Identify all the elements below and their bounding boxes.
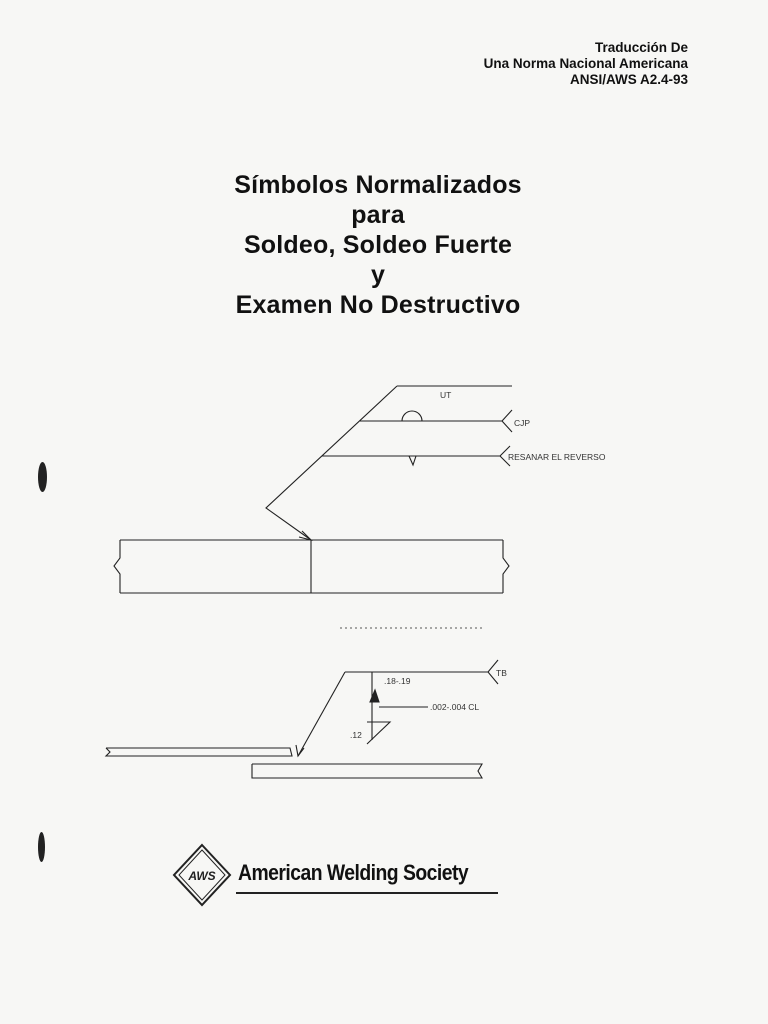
label-dimension-3: .12 (350, 730, 362, 740)
label-dimension-2: .002-.004 CL (430, 702, 480, 712)
publisher-logo (170, 840, 570, 930)
label-tail-cjp: CJP (514, 418, 531, 428)
title-line-3: Soldeo, Soldeo Fuerte (243, 231, 513, 259)
publisher-name: American Welding Society (238, 860, 469, 885)
title-line-2: para (351, 201, 405, 229)
title-line-5: Examen No Destructivo (235, 291, 521, 319)
aws-diamond-icon (170, 840, 234, 930)
logo-underline (236, 892, 498, 894)
label-tail-reverso: RESANAR EL REVERSO (508, 452, 606, 462)
scan-hole-mark (38, 832, 45, 862)
scan-hole-mark (38, 462, 47, 492)
label-ut: UT (440, 390, 452, 400)
label-tb: TB (496, 668, 507, 678)
title-line-1: Símbolos Normalizados (234, 171, 522, 199)
header-line-standard: Una Norma Nacional Americana (483, 56, 688, 71)
logo-letters: AWS (188, 869, 216, 883)
welding-symbol-top (114, 386, 512, 593)
label-dimension-1: .18-.19 (384, 676, 411, 686)
header-line-code: ANSI/AWS A2.4-93 (569, 72, 688, 87)
title-line-4: y (370, 261, 386, 289)
header-line-translation: Traducción De (594, 40, 688, 55)
